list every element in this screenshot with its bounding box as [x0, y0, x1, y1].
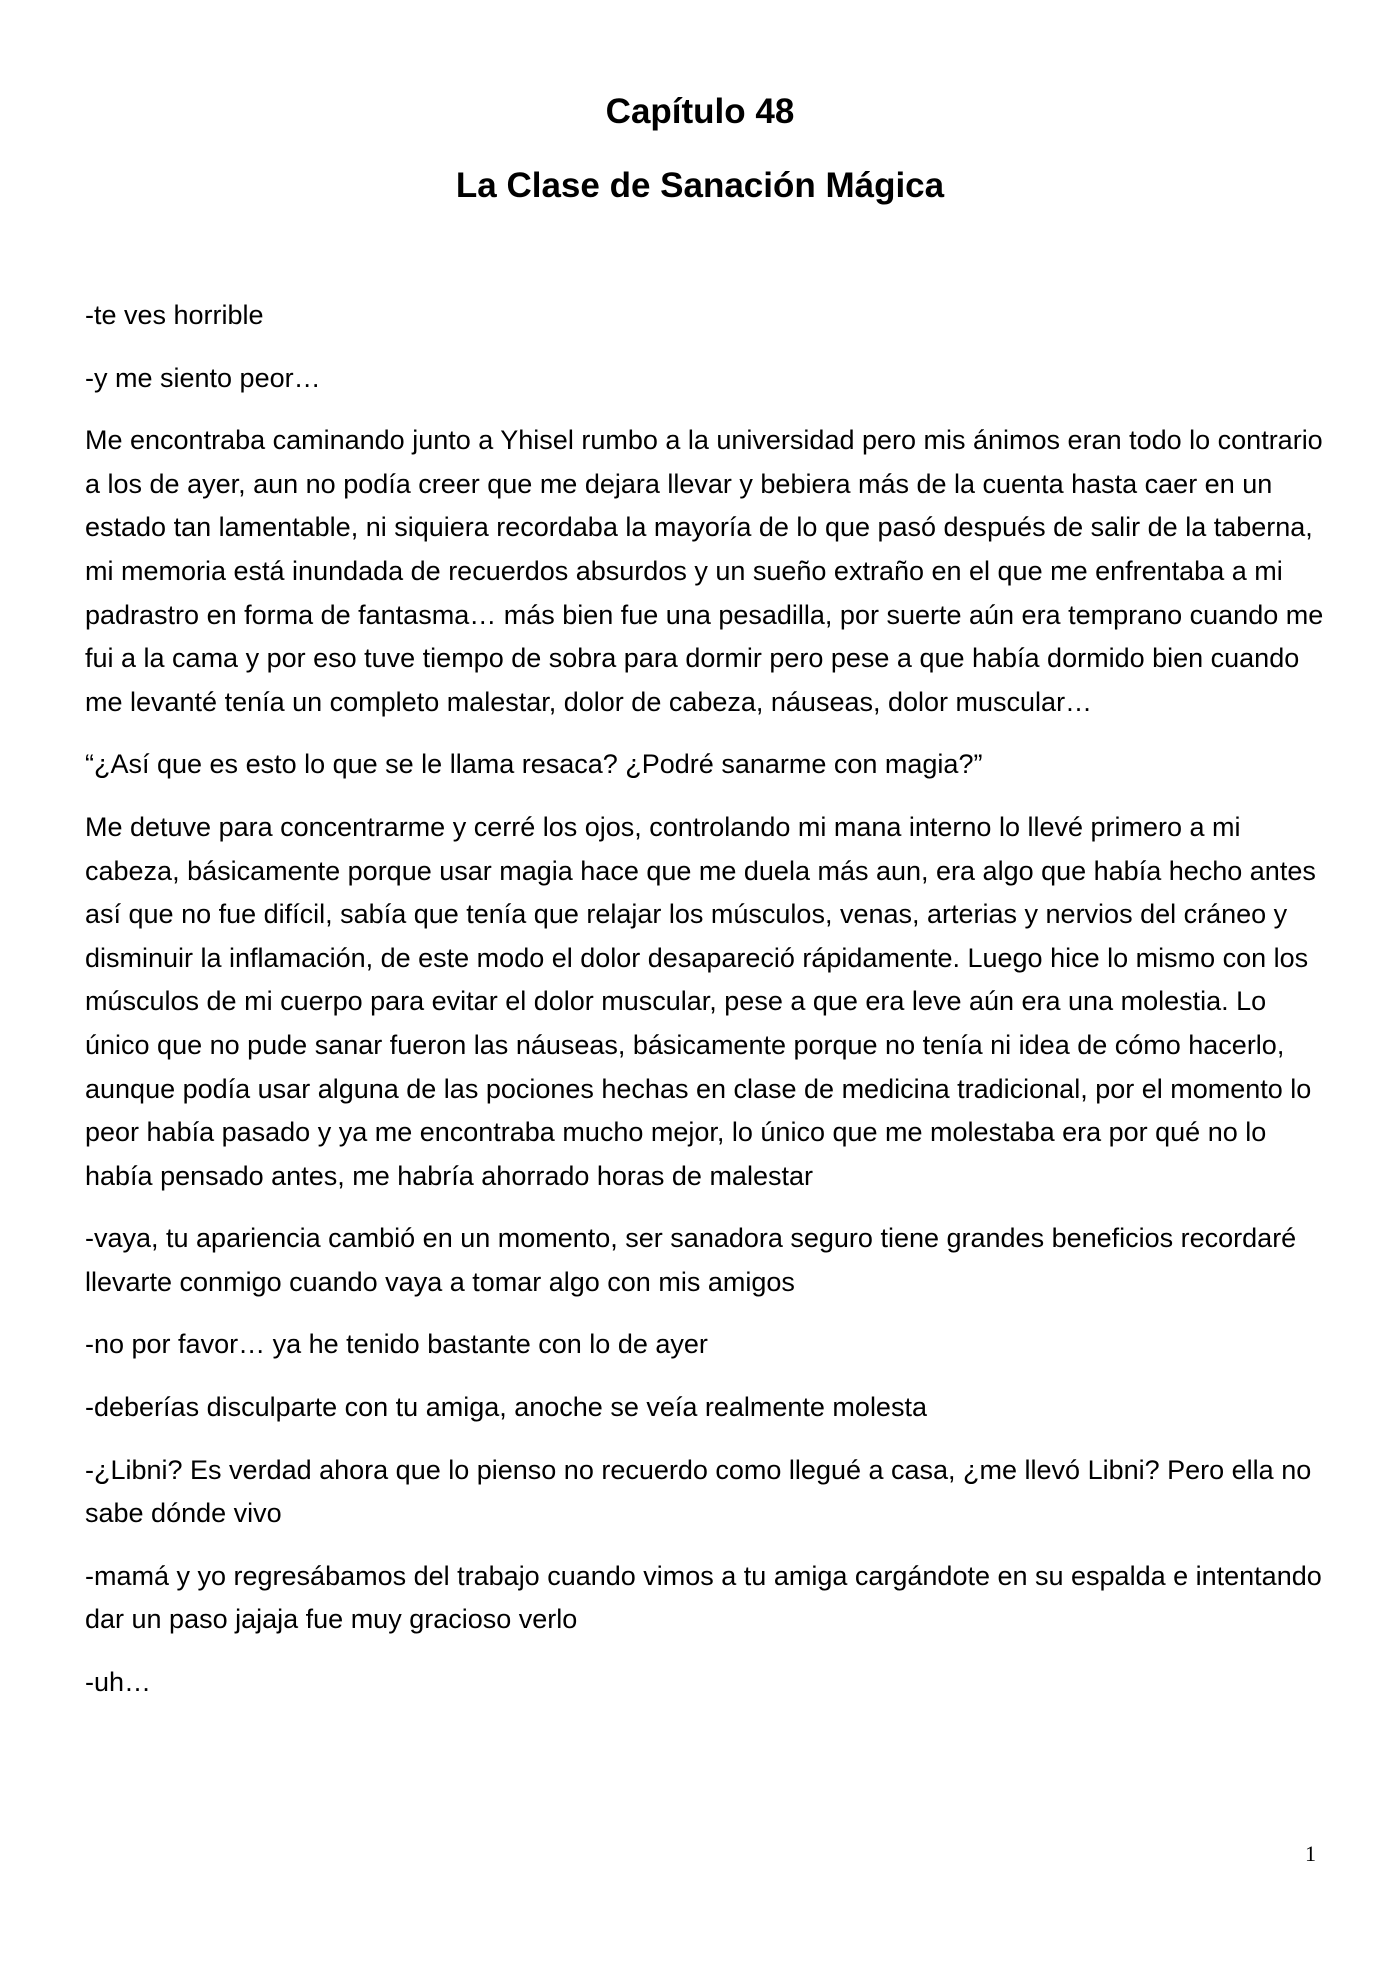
paragraph: -mamá y yo regresábamos del trabajo cuando vimos a tu amiga cargándote en su espalda e intentando dar un paso jajaja fue muy gracioso verlo — [85, 1560, 1322, 1635]
paragraph: “¿Así que es esto lo que se le llama resaca? ¿Podré sanarme con magia?” — [85, 749, 983, 780]
chapter-title: La Clase de Sanación Mágica — [455, 166, 945, 205]
page-number: 1 — [1305, 1841, 1316, 1866]
paragraph: Me encontraba caminando junto a Yhisel rumbo a la universidad pero mis ánimos eran todo lo contrario a los de ayer, aun no podía creer que me dejara llevar y bebiera más de la cuenta hasta caer en un estado tan lamentable, ni siquiera recordaba la mayoría de lo que pasó después de salir de la taberna, mi memoria está inundada de recuerdos absurdos y un sueño extraño en el que me enfrentaba a mi padrastro en forma de fantasma… más bien fue una pesadilla, por suerte aún era temprano cuando me fui a la cama y por eso tuve tiempo de sobra para dormir pero pese a que había dormido bien cuando me levanté tenía un completo malestar, dolor de cabeza, náuseas, dolor muscular… — [85, 425, 1324, 717]
chapter-header — [0, 88, 1400, 210]
paragraph: -deberías disculparte con tu amiga, anoche se veía realmente molesta — [85, 1392, 927, 1423]
paragraph: -¿Libni? Es verdad ahora que lo pienso no recuerdo como llegué a casa, ¿me llevó Libni? Pero ella no sabe dónde vivo — [85, 1454, 1312, 1529]
paragraph: -vaya, tu apariencia cambió en un momento, ser sanadora seguro tiene grandes beneficios recordaré llevarte conmigo cuando vaya a tomar algo con mis amigos — [85, 1223, 1297, 1297]
paragraph: -no por favor… ya he tenido bastante con lo de ayer — [85, 1329, 708, 1360]
paragraph: Me detuve para concentrarme y cerré los ojos, controlando mi mana interno lo llevé primero a mi cabeza, básicamente porque usar magia hace que me duela más aun, era algo que había hecho antes así que no fue difícil, sabía que tenía que relajar los músculos, venas, arterias y nervios del cráneo y disminuir la inflamación, de este modo el dolor desapareció rápidamente. Luego hice lo mismo con los músculos de mi cuerpo para evitar el dolor muscular, pese a que era leve aún era una molestia. Lo único que no pude sanar fueron las náuseas, básicamente porque no tenía ni idea de cómo hacerlo, aunque podía usar alguna de las pociones hechas en clase de medicina tradicional, por el momento lo peor había pasado y ya me encontraba mucho mejor, lo único que me molestaba era por qué no lo había pensado antes, me habría ahorrado horas de malestar — [85, 811, 1316, 1191]
chapter-body — [85, 294, 1325, 1724]
paragraph: -y me siento peor… — [85, 362, 321, 393]
paragraph: -te ves horrible — [85, 300, 264, 330]
chapter-number: Capítulo 48 — [605, 92, 795, 131]
paragraph: -uh… — [85, 1667, 152, 1698]
